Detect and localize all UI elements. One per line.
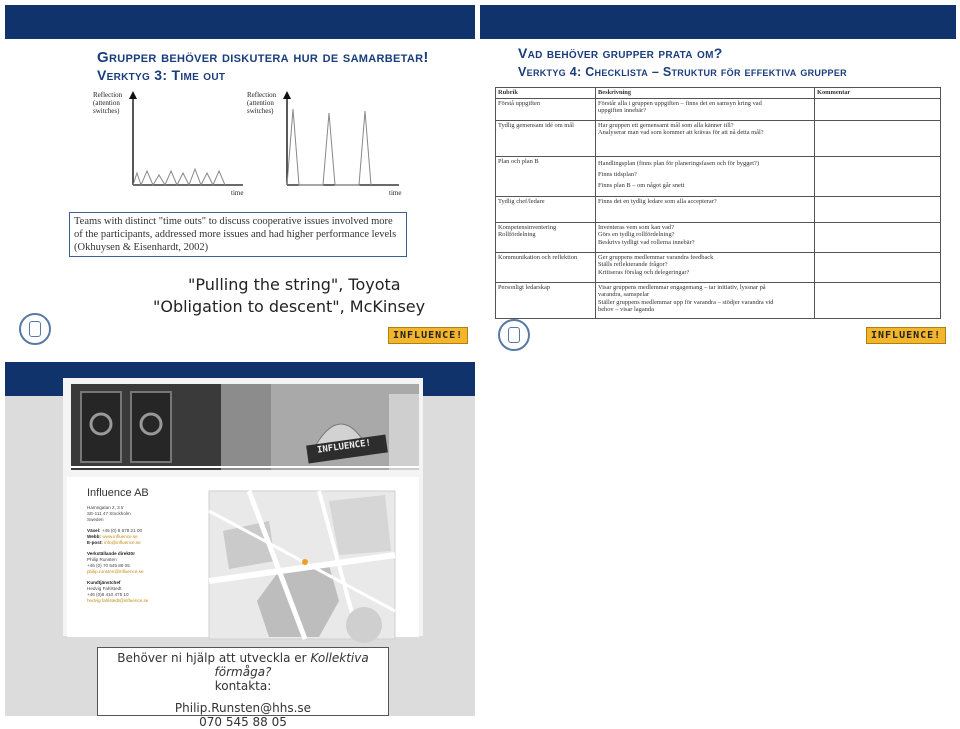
row-kommentar: [815, 252, 941, 282]
school-seal-icon: [498, 319, 530, 351]
row-rubrik: Personligt ledarskap: [496, 282, 596, 318]
quote-toyota: "Pulling the string", Toyota: [188, 275, 401, 294]
checklist-table: [495, 87, 941, 319]
slide-contact: [5, 362, 475, 729]
row-rubrik: Tydlig chef/ledare: [496, 196, 596, 222]
table-header-row: [496, 88, 941, 99]
header-rubrik: Rubrik: [496, 88, 596, 99]
row-rubrik: Kompetensinventering Rollfördelning: [496, 222, 596, 252]
slide-title-line2: Verktyg 3: Time out: [97, 67, 226, 83]
row-beskrivning: Visar gruppens medlemmar engagemang – tar initiativ, lyssnar på varandra, samspelar Ställer gruppens medlemmar upp för varandra – stödjer varandra vid behov – visar laganda: [596, 282, 815, 318]
influence-logo: INFLUENCE!: [388, 327, 468, 344]
quote-mckinsey: "Obligation to descent", McKinsey: [153, 297, 426, 316]
photo-sign-text: INFLUENCE!: [316, 438, 372, 456]
header-kommentar: Kommentar: [815, 88, 941, 99]
chart-left-ylabel: Reflection (attention switches): [93, 91, 123, 115]
chart-continuous-reflection: [125, 89, 247, 193]
row-beskrivning: Har gruppen ett gemensamt mål som alla känner till? Analyserar man vad som kommer att krävas för att nå detta mål?: [596, 120, 815, 156]
row-kommentar: [815, 222, 941, 252]
row-kommentar: [815, 120, 941, 156]
table-row: [496, 120, 941, 156]
contact-details: Hamngatan 2, 3 tr SE-111 47 Stockholm Sweden Växel: +46 (0) 8 678 21 00 Webb: www.influence.se E-post: info@influence.se Verkställande direktör Philip Runsten +46 (0) 70 545 88 05 philip.runsten@influence.se Kundtjänstchef Hedvig Fahlstedt +46 (0)8 410 475 10 hedvig.fahlstedt@influence.se: [87, 505, 149, 603]
row-beskrivning: Inventeras vem som kan vad? Görs en tydlig rollfördelning? Beskrivs tydligt vad rollerna innebär?: [596, 222, 815, 252]
slide-title-line2: Verktyg 4: Checklista – Struktur för effektiva grupper: [518, 65, 847, 79]
row-kommentar: [815, 98, 941, 120]
location-map: [209, 491, 395, 639]
slide-checklist: [480, 5, 956, 357]
chart-right-ylabel: Reflection (attention switches): [247, 91, 277, 115]
row-kommentar: [815, 156, 941, 196]
building-illustration: [71, 384, 419, 470]
table-row: [496, 222, 941, 252]
chart-right-xlabel: time: [389, 189, 402, 197]
row-kommentar: [815, 196, 941, 222]
slide-header-bar: [480, 5, 956, 39]
table-row: [496, 282, 941, 318]
slide-header-bar: [5, 5, 475, 39]
row-rubrik: Kommunikation och reflektion: [496, 252, 596, 282]
row-beskrivning: Ger gruppens medlemmar varandra feedback Ställs reflekterande frågor? Kritiseras förslag och delegeringar?: [596, 252, 815, 282]
row-beskrivning: Förstår alla i gruppen uppgiften – finns det en samsyn kring vad uppgiften innebär?: [596, 98, 815, 120]
contact-callout: [97, 647, 389, 729]
row-beskrivning: Handlingsplan (finns plan för planeringsfasen och för bygget?) Finns tidsplan? Finns plan B – om något går snett: [596, 156, 815, 196]
table-row: [496, 196, 941, 222]
school-seal-icon: [19, 313, 51, 345]
slide-title-line1: Vad behöver grupper prata om?: [518, 45, 723, 61]
chart-time-out-reflection: [279, 89, 403, 193]
table-row: [496, 156, 941, 196]
header-beskrivning: Beskrivning: [596, 88, 815, 99]
table-row: [496, 252, 941, 282]
slide-title-line1: Grupper behöver diskutera hur de samarbetar!: [97, 49, 429, 66]
row-rubrik: Tydlig gemensam idé om mål: [496, 120, 596, 156]
row-rubrik: Plan och plan B: [496, 156, 596, 196]
callout-line1: Behöver ni hjälp att utveckla er Kollektiva förmåga?: [117, 651, 369, 679]
citation-box: Teams with distinct "time outs" to discuss cooperative issues involved more of the participants, addressed more issues and had higher performance levels (Okhuysen & Eisenhardt, 2002): [69, 212, 407, 257]
company-name: Influence AB: [87, 487, 149, 499]
divider: [71, 466, 419, 468]
chart-left-xlabel: time: [231, 189, 244, 197]
table-row: [496, 98, 941, 120]
slide-time-out: [5, 5, 475, 357]
contact-card: [67, 477, 419, 637]
contact-phone: 070 545 88 05: [199, 715, 287, 729]
contact-email-link[interactable]: Philip.Runsten@hhs.se: [174, 701, 312, 715]
building-photo: [71, 384, 419, 470]
callout-line2: kontakta:: [214, 679, 272, 693]
row-beskrivning: Finns det en tydlig ledare som alla accepterar?: [596, 196, 815, 222]
influence-logo: INFLUENCE!: [866, 327, 946, 344]
row-rubrik: Förstå uppgiften: [496, 98, 596, 120]
row-kommentar: [815, 282, 941, 318]
